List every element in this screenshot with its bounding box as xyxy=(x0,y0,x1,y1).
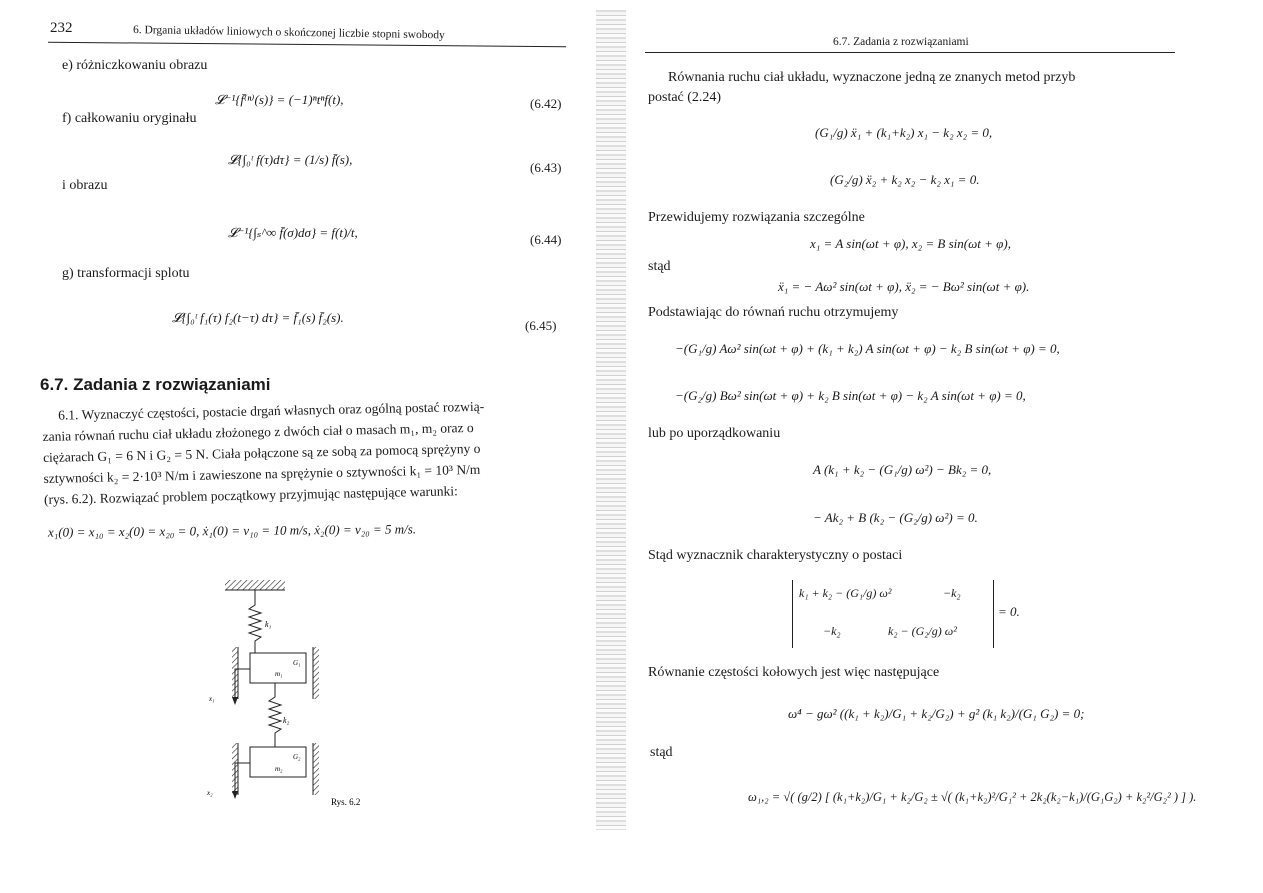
predict-text: Przewidujemy rozwiązania szczególne xyxy=(648,210,865,225)
label-x1: x₁ xyxy=(209,695,215,703)
equation-6-44: 𝓛⁻¹{∫ₛ^∞ f̄(σ)dσ} = f(t)/t, xyxy=(228,225,358,240)
section-title: 6.7. Zadania z rozwiązaniami xyxy=(40,375,271,394)
equation-motion-1: (G₁/g) ẍ₁ + (k₁+k₂) x₁ − k₂ x₂ = 0, xyxy=(815,125,993,140)
ordering-text: lub po uporządkowaniu xyxy=(648,426,781,441)
label-m1: m₁ xyxy=(275,670,283,678)
label-k1: k₁ xyxy=(265,620,272,629)
label-x2: x₂ xyxy=(207,789,213,797)
wall-right-2 xyxy=(313,743,319,795)
item-e: e) różniczkowaniu obrazu xyxy=(62,58,208,73)
mass-1 xyxy=(250,653,306,683)
ceiling xyxy=(225,580,285,590)
equation-particular-solution: x₁ = A sin(ωt + φ), x₂ = B sin(ωt + φ), xyxy=(810,236,1011,251)
equation-6-45: 𝓛{∫₀ᵗ f₁(τ) f₂(t−τ) dτ} = f̄₁(s) f̄₂(s). xyxy=(172,310,344,325)
equation-ordered-1: A (k₁ + k₂ − (G₁/g) ω²) − Bk₂ = 0, xyxy=(813,462,992,477)
problem-line: zania równań ruchu ciał układu złożonego z dwóch ciał o masach m₁, m₂ oraz o xyxy=(42,419,474,444)
determinant-a21: −k₂ xyxy=(823,624,841,638)
problem-line: 6.1. Wyznaczyć częstości, postacie drgań własnych oraz ogólną postać rozwią- xyxy=(58,398,485,423)
label-G1: G₁ xyxy=(293,659,301,667)
item-f: f) całkowaniu oryginału xyxy=(62,111,197,126)
equation-substituted-1: −(G₁/g) Aω² sin(ωt + φ) + (k₁ + k₂) A sin(ωt + φ) − k₂ B sin(ωt + φ) = 0, xyxy=(675,341,1060,356)
determinant-a22: k₂ − (G₂/g) ω² xyxy=(888,624,957,638)
stad-text: stąd xyxy=(650,745,673,760)
equation-omega: ω₁,₂ = √( (g/2) [ (k₁+k₂)/G₁ + k₂/G₂ ± √( (k₁+k₂)²/G₁² + 2k₂(k₂−k₁)/(G₁G₂) + k₂²/G₂² ) ] ). xyxy=(748,790,1197,804)
running-head: 6.7. Zadania z rozwiązaniami xyxy=(833,36,969,48)
header-rule xyxy=(645,52,1175,53)
frequency-intro: Równanie częstości kołowych jest więc następujące xyxy=(648,665,940,680)
equation-motion-2: (G₂/g) ẍ₂ + k₂ x₂ − k₂ x₁ = 0. xyxy=(830,172,980,187)
initial-conditions: x₁(0) = x₁₀ = x₂(0) = x₂₀ = 0, ẋ₁(0) = v₁₀ = 10 m/s, ẋ₂(0) = v₂₀ = 5 m/s. xyxy=(47,521,417,540)
figure-caption: Rys. 6.2 xyxy=(331,797,361,807)
equation-6-42: 𝓛⁻¹{f̄⁽ⁿ⁾(s)} = (−1)ⁿtⁿf(t), xyxy=(215,92,344,107)
equation-6-43: 𝓛{∫₀ᵗ f(τ)dτ} = (1/s) f̄(s), xyxy=(228,152,353,167)
page-number: 232 xyxy=(50,20,73,36)
equation-substituted-2: −(G₂/g) Bω² sin(ωt + φ) + k₂ B sin(ωt + φ) − k₂ A sin(ωt + φ) = 0, xyxy=(675,388,1026,403)
determinant-a11: k₁ + k₂ − (G₁/g) ω² xyxy=(799,586,892,600)
figure-6-2 xyxy=(195,575,395,815)
header-rule xyxy=(48,42,566,48)
problem-line: ciężarach G₁ = 6 N i G₂ = 5 N. Ciała połączone są ze sobą za pomocą sprężyny o xyxy=(42,440,481,465)
determinant-intro: Stąd wyznacznik charakterystyczny o postaci xyxy=(648,548,903,563)
running-head: 6. Drgania układów liniowych o skończonej liczbie stopni swobody xyxy=(132,24,445,42)
determinant-a12: −k₂ xyxy=(943,586,961,600)
equation-number: (6.42) xyxy=(530,96,562,111)
problem-line: (rys. 6.2). Rozwiązać problem początkowy przyjmując następujące warunki: xyxy=(43,483,458,507)
determinant-equals: = 0. xyxy=(998,604,1020,619)
intro-line-1: Równania ruchu ciał układu, wyznaczone jedną ze znanych metod przyb xyxy=(668,70,1076,85)
item-f-image: i obrazu xyxy=(62,178,108,193)
equation-number: (6.44) xyxy=(530,232,562,247)
x1-arrow-icon xyxy=(232,697,238,705)
problem-line: sztywności k₂ = 2·10³ N/m i zawieszone na sprężynie o sztywności k₁ = 10³ N/m xyxy=(43,461,481,486)
wall-right-1 xyxy=(313,647,319,699)
right-page xyxy=(620,0,1263,893)
spring-k1 xyxy=(249,590,261,653)
label-G2: G₂ xyxy=(293,753,301,761)
stad-text: stąd xyxy=(648,259,671,274)
equation-number: (6.43) xyxy=(530,160,562,175)
equation-number: (6.45) xyxy=(525,318,557,333)
intro-line-2: postać (2.24) xyxy=(648,90,722,105)
equation-acceleration: ẍ₁ = − Aω² sin(ωt + φ), ẍ₂ = − Bω² sin(ωt + φ). xyxy=(778,279,1030,294)
problem-6-1 xyxy=(42,394,574,510)
determinant xyxy=(792,580,994,648)
item-g: g) transformacji splotu xyxy=(62,266,190,281)
substituting-text: Podstawiając do równań ruchu otrzymujemy xyxy=(648,305,899,320)
spring-k2 xyxy=(269,683,281,747)
equation-ordered-2: − Ak₂ + B (k₂ − (G₂/g) ω²) = 0. xyxy=(813,510,978,525)
label-k2: k₂ xyxy=(283,716,290,725)
equation-frequency: ω⁴ − gω² ((k₁ + k₂)/G₁ + k₂/G₂) + g² (k₁ k₂)/(G₁ G₂) = 0; xyxy=(788,706,1085,721)
label-m2: m₂ xyxy=(275,765,283,773)
left-page xyxy=(0,0,600,893)
